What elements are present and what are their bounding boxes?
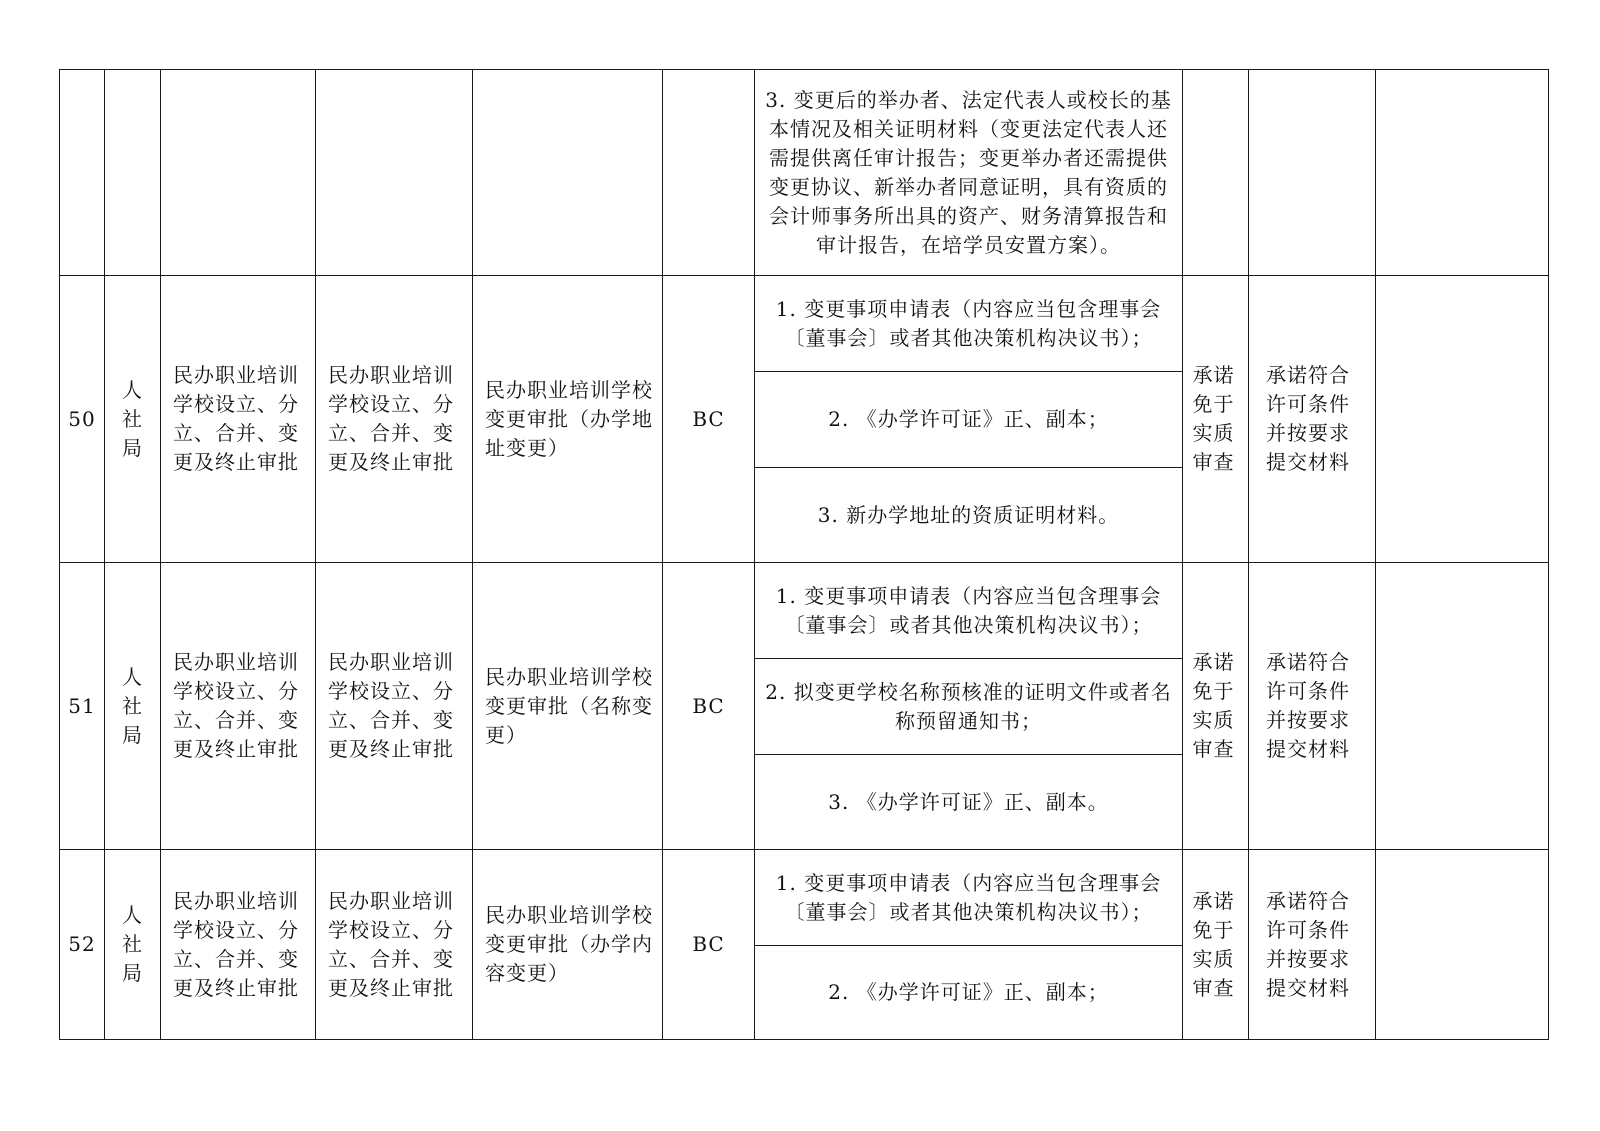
table-row-continuation (60, 70, 1549, 276)
cell-empty (105, 70, 161, 276)
requirement-cell (1249, 276, 1376, 563)
material-cell: 1. 变更事项申请表（内容应当包含理事会〔董事会〕或者其他决策机构决议书）； (755, 850, 1183, 946)
item-sub-cell: 民办职业培训学校设立、分立、合并、变更及终止审批 (316, 563, 473, 850)
material-cell: 1. 变更事项申请表（内容应当包含理事会〔董事会〕或者其他决策机构决议书）； (755, 563, 1183, 659)
item-sub-cell: 民办职业培训学校设立、分立、合并、变更及终止审批 (316, 276, 473, 563)
item-detail-cell: 民办职业培训学校变更审批（名称变更） (473, 563, 663, 850)
note-cell (1376, 850, 1549, 1040)
cell-empty (663, 70, 755, 276)
item-sub-cell: 民办职业培训学校设立、分立、合并、变更及终止审批 (316, 850, 473, 1040)
department-label: 人社局 (122, 664, 143, 747)
cell-empty (316, 70, 473, 276)
material-cell: 2. 《办学许可证》正、副本； (755, 372, 1183, 468)
cell-empty (1376, 70, 1549, 276)
item-detail-cell: 民办职业培训学校变更审批（办学地址变更） (473, 276, 663, 563)
note-cell (1376, 276, 1549, 563)
item-main-cell: 民办职业培训学校设立、分立、合并、变更及终止审批 (161, 276, 316, 563)
material-cell: 3. 变更后的举办者、法定代表人或校长的基本情况及相关证明材料（变更法定代表人还需提供离任审计报告；变更举办者还需提供变更协议、新举办者同意证明，具有资质的会计师事务所出具的资产、财务清算报告和审计报告，在培学员安置方案）。 (755, 70, 1183, 276)
material-cell: 2. 《办学许可证》正、副本； (755, 946, 1183, 1040)
requirement-label: 承诺符合许可条件并按要求提交材料 (1266, 363, 1350, 474)
method-cell (1183, 276, 1249, 563)
note-cell (1376, 563, 1549, 850)
requirement-label: 承诺符合许可条件并按要求提交材料 (1266, 650, 1350, 761)
method-label: 承诺免于实质审查 (1192, 363, 1235, 474)
code-cell: BC (663, 276, 755, 563)
code-cell: BC (663, 850, 755, 1040)
item-detail-cell: 民办职业培训学校变更审批（办学内容变更） (473, 850, 663, 1040)
requirement-cell (1249, 850, 1376, 1040)
department-label: 人社局 (122, 903, 143, 985)
requirement-label: 承诺符合许可条件并按要求提交材料 (1266, 888, 1350, 1000)
method-label: 承诺免于实质审查 (1192, 650, 1235, 761)
row-number: 50 (60, 276, 105, 563)
row-number: 51 (60, 563, 105, 850)
department-cell (105, 276, 161, 563)
method-cell (1183, 563, 1249, 850)
approval-table (59, 69, 1549, 1040)
material-cell: 2. 拟变更学校名称预核准的证明文件或者名称预留通知书； (755, 659, 1183, 755)
department-cell (105, 850, 161, 1040)
method-label: 承诺免于实质审查 (1192, 888, 1235, 1000)
cell-empty (60, 70, 105, 276)
method-cell (1183, 850, 1249, 1040)
code-cell: BC (663, 563, 755, 850)
department-cell (105, 563, 161, 850)
item-main-cell: 民办职业培训学校设立、分立、合并、变更及终止审批 (161, 563, 316, 850)
item-main-cell: 民办职业培训学校设立、分立、合并、变更及终止审批 (161, 850, 316, 1040)
table-row (60, 850, 1549, 946)
row-number: 52 (60, 850, 105, 1040)
table-row (60, 563, 1549, 659)
cell-empty (473, 70, 663, 276)
cell-empty (1183, 70, 1249, 276)
table-row (60, 276, 1549, 372)
cell-empty (161, 70, 316, 276)
requirement-cell (1249, 563, 1376, 850)
department-label: 人社局 (122, 377, 143, 460)
cell-empty (1249, 70, 1376, 276)
material-cell: 3. 《办学许可证》正、副本。 (755, 755, 1183, 850)
material-cell: 1. 变更事项申请表（内容应当包含理事会〔董事会〕或者其他决策机构决议书）； (755, 276, 1183, 372)
material-cell: 3. 新办学地址的资质证明材料。 (755, 468, 1183, 563)
